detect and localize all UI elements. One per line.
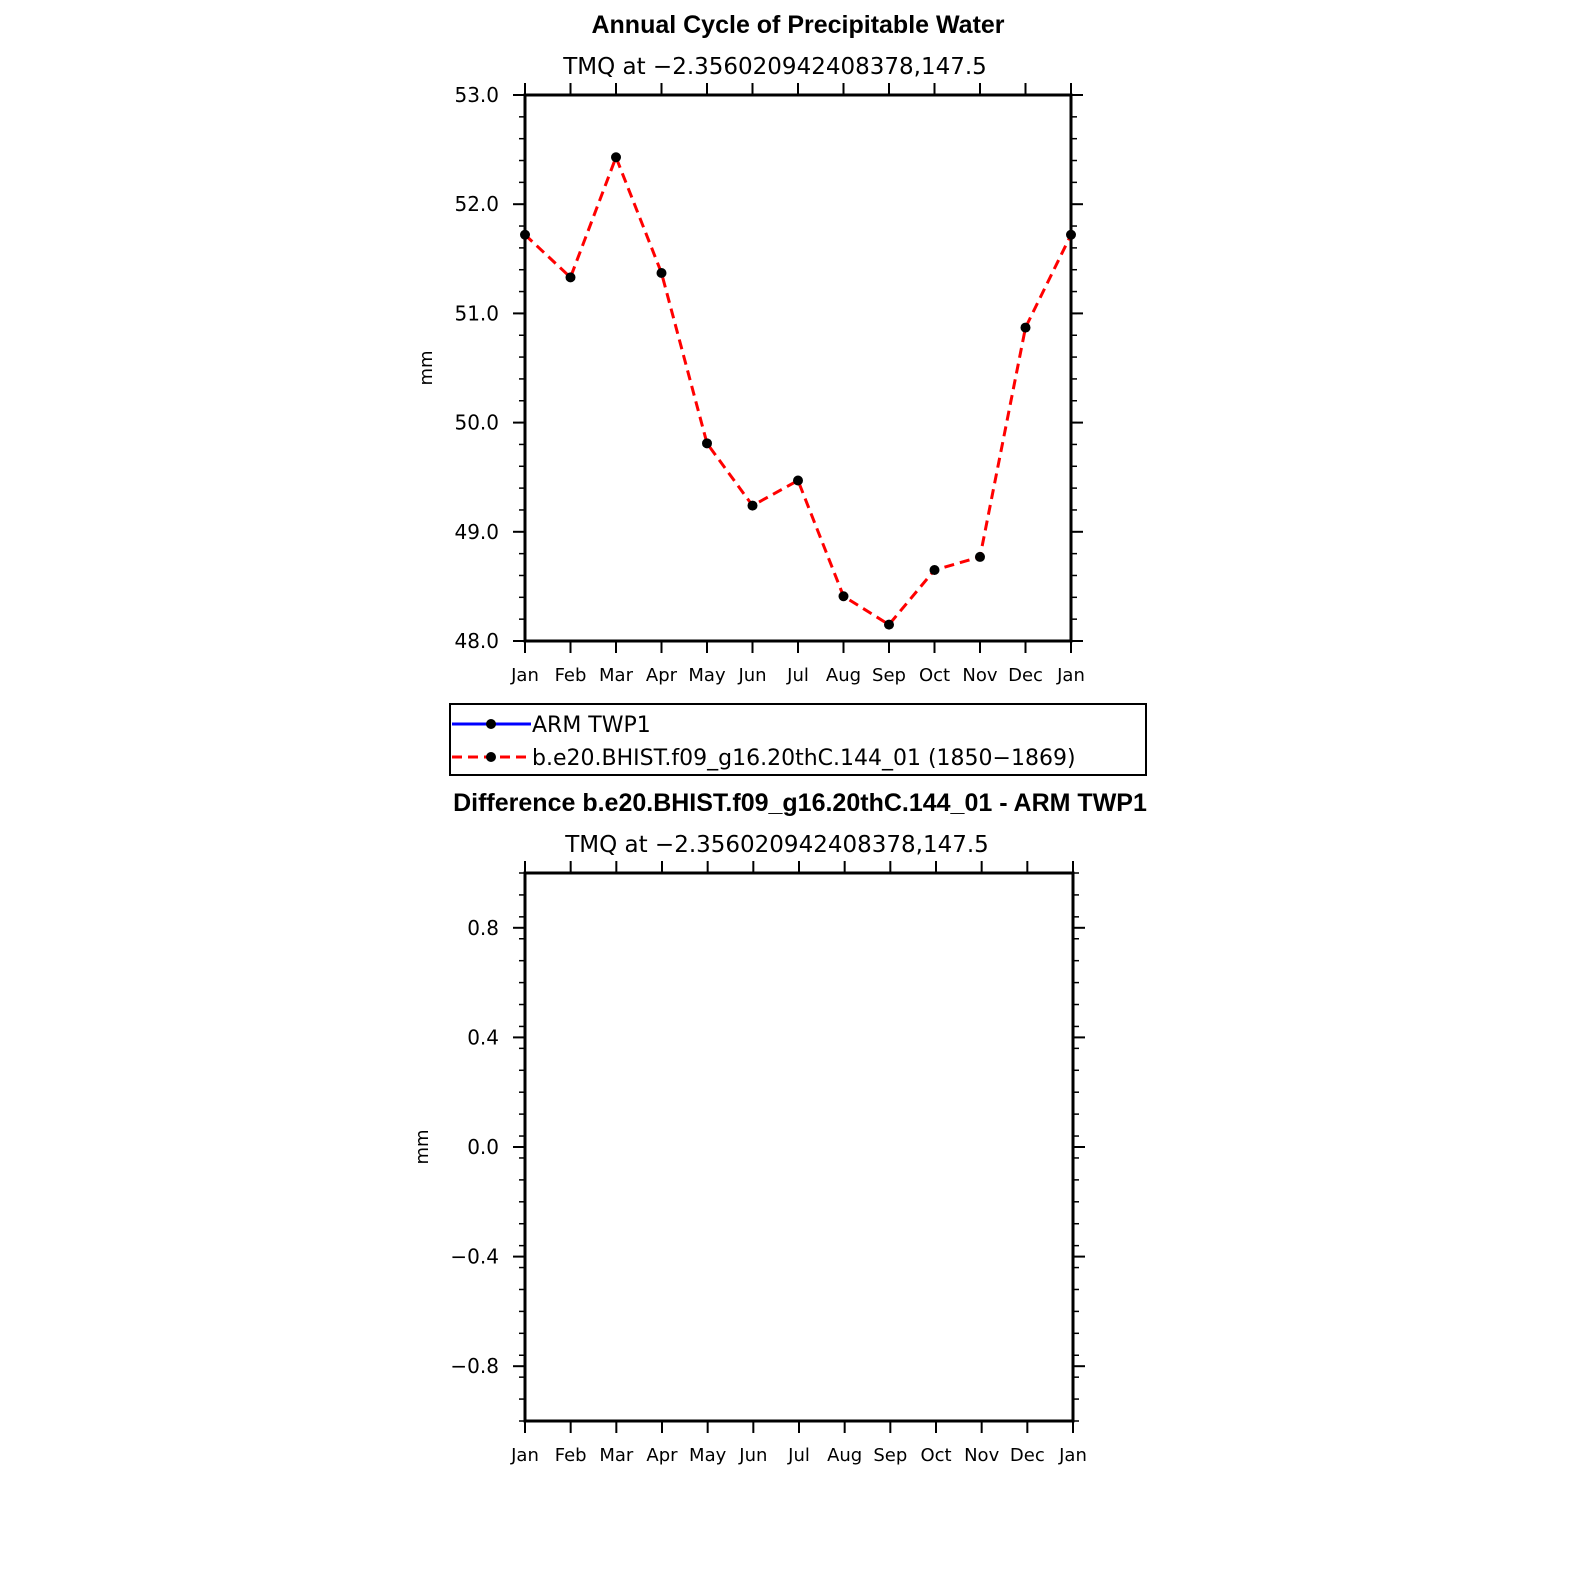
top-series-point [793,475,803,485]
bottom-xtick-label: Nov [964,1445,1000,1466]
bottom-xtick-label: Oct [920,1445,952,1466]
top-ytick-label: 51.0 [454,301,499,326]
top-xtick-label: Oct [918,665,951,686]
top-xtick-label: May [688,665,726,686]
top-series-point [975,552,985,562]
bottom-xtick-label: Jul [788,1445,810,1466]
top-frame [525,95,1071,641]
top-ytick-label: 49.0 [454,519,499,544]
top-series-point [702,438,712,448]
bottom-xtick-label: Sep [873,1445,908,1466]
bottom-xtick-label: Aug [827,1445,863,1466]
top-series-point [930,565,940,575]
top-xtick-label: Feb [554,665,587,686]
legend-marker-arm [486,719,496,729]
bottom-xtick-label: Jan [1059,1445,1087,1466]
legend-marker-model [486,752,496,762]
top-series-point [748,501,758,511]
top-chart-ylabel: mm [416,350,437,386]
top-chart-title: Annual Cycle of Precipitable Water [591,11,1005,39]
bottom-chart-title: Difference b.e20.BHIST.f09_g16.20thC.144_01 - ARM TWP1 [453,789,1147,817]
top-xtick-label: Jan [511,665,539,686]
bottom-ytick-label: −0.4 [450,1244,499,1269]
top-ytick-label: 50.0 [454,410,499,435]
top-ytick-label: 52.0 [454,192,499,217]
top-xtick-label: Jan [1057,665,1085,686]
bottom-ytick-label: 0.0 [467,1135,499,1159]
top-series-point [657,268,667,278]
legend [450,704,1146,775]
top-xtick-label: Aug [825,665,862,686]
top-series-point [520,230,530,240]
bottom-ytick-label: 0.8 [467,915,499,940]
top-ytick-label: 48.0 [454,629,499,653]
top-ytick-label: 53.0 [454,83,499,107]
top-xtick-label: Apr [645,665,678,686]
top-xtick-label: Mar [599,665,633,686]
top-series-point [839,591,849,601]
top-xtick-label: Sep [872,665,906,686]
bottom-xtick-label: Jun [739,1445,768,1466]
top-series-point [884,620,894,630]
bottom-ytick-label: −0.8 [450,1354,499,1379]
bottom-xtick-label: May [689,1445,727,1466]
top-xtick-label: Jul [787,665,809,686]
legend-label-model: b.e20.BHIST.f09_g16.20thC.144_01 (1850−1869) [532,746,1076,771]
bottom-frame [525,873,1073,1421]
bottom-xtick-label: Mar [599,1445,634,1466]
top-series-point [566,272,576,282]
top-series-point [1066,230,1076,240]
top-chart-subtitle: TMQ at −2.356020942408378,147.5 [563,54,987,80]
bottom-ytick-label: 0.4 [467,1025,499,1050]
legend-label-arm: ARM TWP1 [532,713,651,738]
top-series-point [611,152,621,162]
bottom-xtick-label: Apr [646,1445,678,1466]
top-xtick-label: Dec [1008,665,1043,686]
top-xtick-label: Nov [962,665,998,686]
top-xtick-label: Jun [738,665,767,686]
bottom-xtick-label: Jan [511,1445,539,1466]
top-plot-area [454,83,1084,686]
bottom-plot-area [450,861,1086,1466]
bottom-chart-ylabel: mm [412,1129,433,1165]
top-series-line-1 [525,157,1071,624]
bottom-chart-subtitle: TMQ at −2.356020942408378,147.5 [565,832,989,858]
top-series-point [1021,323,1031,333]
bottom-xtick-label: Dec [1009,1445,1045,1466]
bottom-xtick-label: Feb [554,1445,587,1466]
